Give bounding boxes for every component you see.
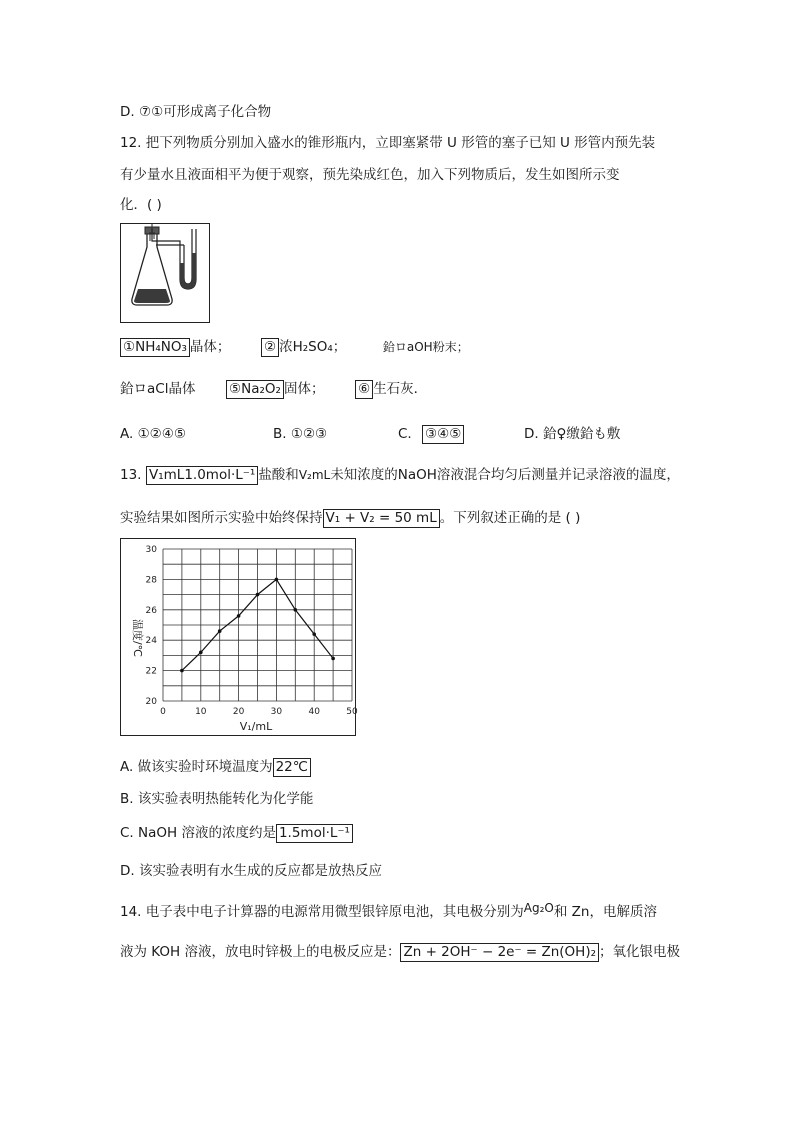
y-tick-label: 28 <box>145 575 157 586</box>
q12-option-a: A. ①②④⑤ <box>120 426 186 442</box>
data-point <box>180 669 184 673</box>
q14-line2-b: ；氧化银电极 <box>599 944 681 960</box>
q12-stem-line2: 有少量水且液面相平为便于观察，预先染成红色，加入下列物质后，发生如图所示变 <box>120 167 620 183</box>
data-point <box>218 629 222 633</box>
q13-box-v-sum: V₁ + V₂ = 50 mL <box>323 509 440 528</box>
q13-option-d: D. 该实验表明有水生成的反应都是放热反应 <box>120 863 382 879</box>
q12-item1-suffix: 晶体； <box>189 339 231 355</box>
q12-item2-suffix: 浓H₂SO₄； <box>279 339 347 355</box>
x-tick-label: 10 <box>195 707 207 717</box>
q14-equation-box: Zn + 2OH⁻ − 2e⁻ = Zn(OH)₂ <box>400 943 599 962</box>
q14-stem-line2 <box>120 943 680 962</box>
q12-option-c-box: ③④⑤ <box>422 425 464 444</box>
q12-items-row2 <box>120 380 427 399</box>
chart-x-label: V₁/mL <box>239 720 273 733</box>
q14-line1-a: 14. 电子表中电子计算器的电源常用微型银锌原电池，其电极分别为 <box>120 904 524 920</box>
q13-option-c-box: 1.5mol·L⁻¹ <box>276 824 353 843</box>
data-point <box>294 608 298 612</box>
q12-item6-suffix: 生石灰． <box>373 381 428 397</box>
q12-item1-box: ①NH₄NO₃ <box>120 338 190 357</box>
q13-line2: 实验结果如图所示实验中始终保持 <box>120 510 323 526</box>
q14-stem-line1 <box>120 903 657 921</box>
q12-item3: 鉿ロaOH粉末； <box>382 340 469 354</box>
q12-stem-line3: 化．( ) <box>120 197 162 213</box>
q12-item5-box: ⑤Na₂O₂ <box>226 380 284 399</box>
q13-v2: V₂mL <box>298 468 331 482</box>
q13-option-b: B. 该实验表明热能转化为化学能 <box>120 791 314 807</box>
x-tick-label: 20 <box>232 707 245 717</box>
q12-stem-line1: 12. 把下列物质分别加入盛水的锥形瓶内，立即塞紧带 U 形管的塞子已知 U 形管内预先装 <box>120 135 656 151</box>
q12-option-b: B. ①②③ <box>273 426 328 442</box>
y-tick-label: 20 <box>145 697 157 707</box>
q12-option-c-label: C. <box>398 426 412 442</box>
y-tick-label: 24 <box>145 636 157 647</box>
y-tick-label: 26 <box>145 605 157 616</box>
q12-item5-suffix: 固体； <box>283 381 325 397</box>
data-point <box>237 614 241 618</box>
data-point <box>199 651 203 655</box>
q12-item4: 鉿ロaCl晶体 <box>120 381 196 397</box>
q13-option-a <box>120 758 311 777</box>
q13-option-c <box>120 824 353 843</box>
q13-text1: 盐酸和 <box>258 467 299 483</box>
q13-option-c-text: C. NaOH 溶液的浓度约是 <box>120 825 276 841</box>
x-tick-label: 30 <box>270 707 283 717</box>
chart-y-label: 温度/℃ <box>131 618 144 658</box>
q13-box-v1: V₁mL1.0mol·L⁻¹ <box>146 466 258 485</box>
x-tick-label: 40 <box>308 707 320 717</box>
q12-item2-box: ② <box>261 338 279 357</box>
q13-line2-end: 。下列叙述正确的是 ( ) <box>439 510 581 526</box>
q14-line2-a: 液为 KOH 溶液，放电时锌极上的电极反应是： <box>120 944 401 960</box>
x-tick-label: 0 <box>160 707 166 717</box>
q13-option-a-box: 22℃ <box>273 758 311 777</box>
q12-items-row1 <box>120 338 469 357</box>
q13-stem-line2 <box>120 509 580 528</box>
q12-option-d: D. 鉿♀缴鉿も敷 <box>524 426 621 442</box>
y-tick-label: 22 <box>145 666 157 677</box>
flask-u-tube-figure <box>120 223 210 323</box>
q14-line1-b: 和 Zn，电解质溶 <box>553 904 657 920</box>
q14-ag2o: Ag₂O <box>523 901 554 915</box>
q13-stem-line1: 13. V₁mL1.0mol·L⁻¹ 盐酸和V₂mL未知浓度的NaOH溶液混合均匀后测量并记录溶液的温度， <box>120 467 680 483</box>
temperature-chart <box>120 538 356 736</box>
data-point <box>275 578 279 582</box>
data-point <box>331 657 335 661</box>
q12-option-c <box>398 425 464 444</box>
q13-text2: 未知浓度的NaOH溶液混合均匀后测量并记录溶液的温度， <box>330 467 680 483</box>
q12-item6-box: ⑥ <box>355 380 373 399</box>
q11-option-d: D. ⑦①可形成离子化合物 <box>120 104 272 120</box>
data-point <box>312 632 316 636</box>
y-tick-label: 30 <box>145 545 157 555</box>
q13-option-a-text: A. 做该实验时环境温度为 <box>120 759 273 775</box>
data-point <box>256 593 260 597</box>
x-tick-label: 50 <box>346 707 358 717</box>
